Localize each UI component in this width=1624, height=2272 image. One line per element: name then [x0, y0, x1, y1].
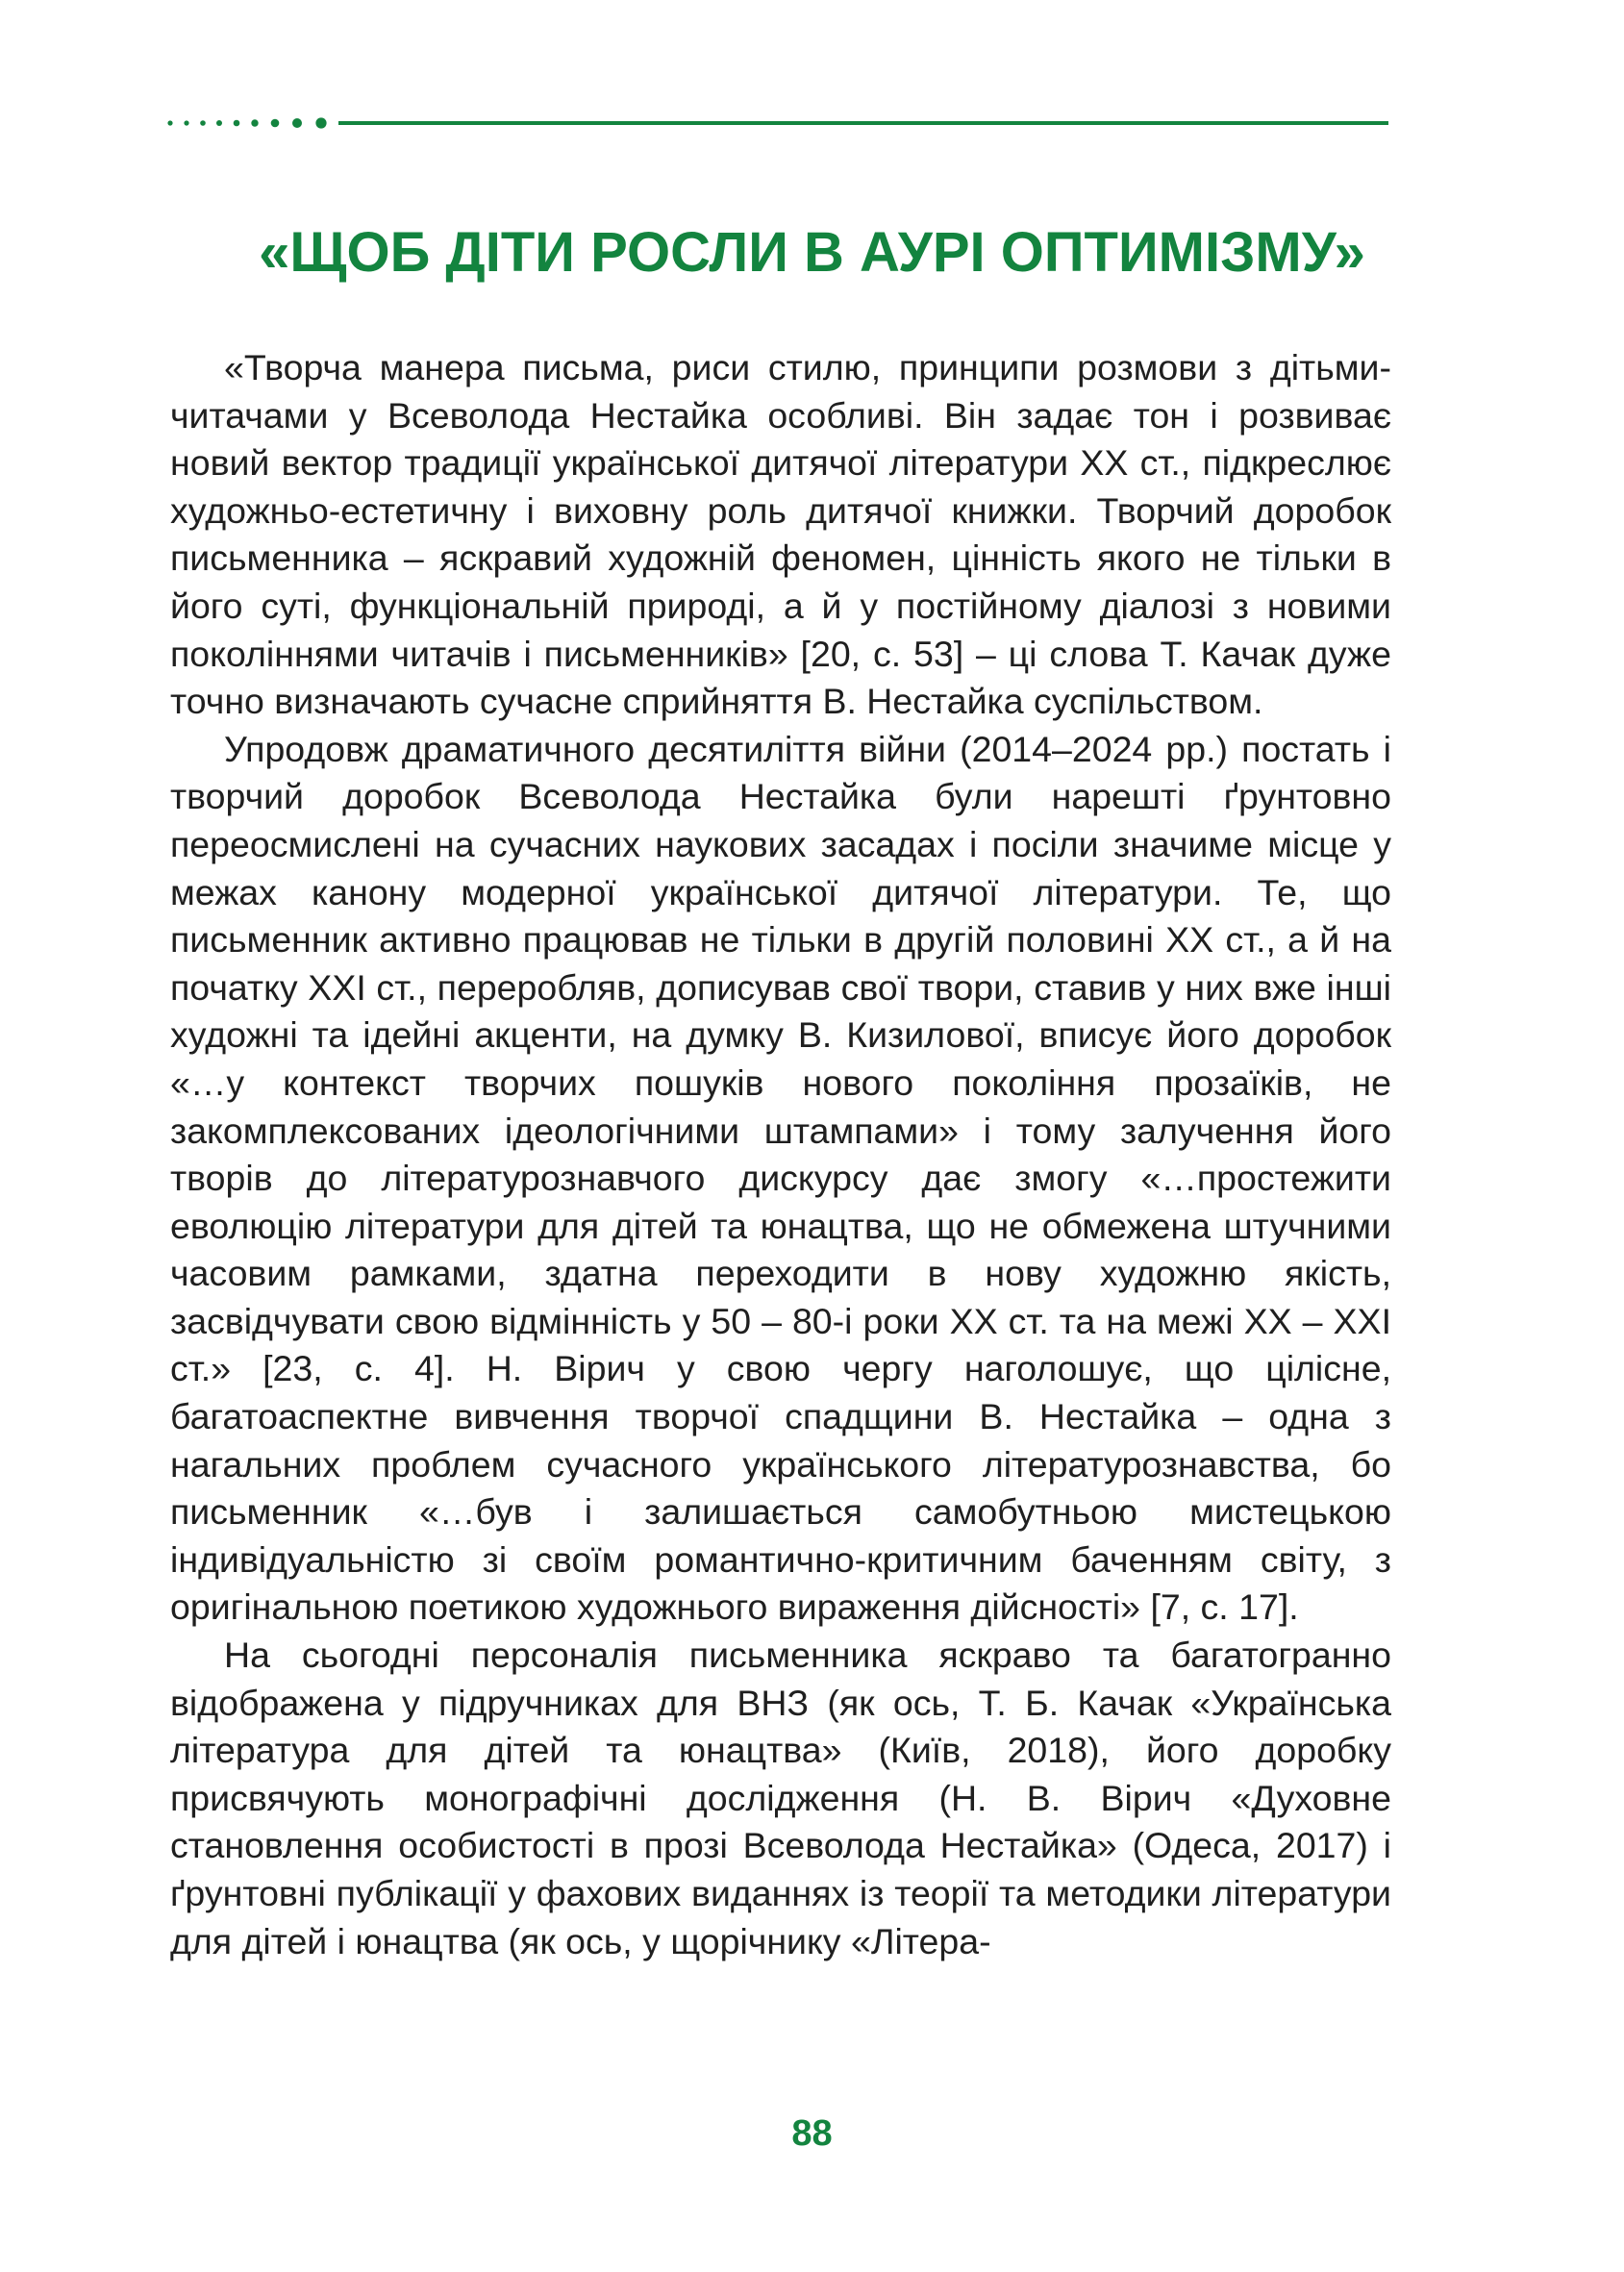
page-title: «ЩОБ ДІТИ РОСЛИ В АУРІ ОПТИМІЗМУ» [259, 221, 1365, 284]
paragraph-3: На сьогодні персоналія письменника яскраво та багатогранно відображена у підручниках для ВНЗ (як ось, Т. Б. Качак «Українська література для дітей та юнацтва» (Київ, 2018), його доробку присвячують монографічні дослідження (Н. В. Вірич «Духовне становлення особистості в прозі Всеволода Нестайка» (Одеса, 2017) і ґрунтовні публікації у фахових виданнях із теорії та методики літератури для дітей і юнацтва (як ось, у щорічнику «Літера- [170, 1635, 1391, 1961]
body-text [170, 344, 1391, 1965]
paragraph-2: Упродовж драматичного десятиліття війни (2014–2024 рр.) постать і творчий доробок Всеволода Нестайка були нарешті ґрунтовно переосмислені на сучасних наукових засадах і посіли значиме місце у межах канону модерної української дитячої літератури. Те, що письменник активно працював не тільки в другій половині XX ст., а й на початку XXI ст., переробляв, дописував свої твори, ставив у них вже інші художні та ідейні акценти, на думку В. Кизилової, вписує його доробок «…у контекст творчих пошуків нового покоління прозаїків, не закомплексованих ідеологічними штампами» і тому залучення його творів до літературознавчого дискурсу дає змогу «…простежити еволюцію літератури для дітей та юнацтва, що не обмежена штучними часовим рамками, здатна переходити в нову художню якість, засвідчувати свою відмінність у 50 – 80-і роки XX ст. та на межі XX – XXI ст.» [23, с. 4]. Н. Вірич у свою чергу наголошує, що цілісне, багатоаспектне вивчення творчої спадщини В. Нестайка – одна з нагальних проблем сучасного українського літературознавства, бо письменник «…був і залишається самобутньою мистецькою індивідуальністю зі своїм романтично-критичним баченням світу, з оригінальною поетикою художнього вираження дійсності» [7, с. 17]. [170, 728, 1391, 1628]
header-dotted-rule [167, 116, 1388, 130]
page-number: 88 [791, 2113, 833, 2154]
paragraph-1: «Творча манера письма, риси стилю, принципи розмови з дітьми-читачами у Всеволода Нестайка особливі. Він задає тон і розвиває новий вектор традиції української дитячої літератури XX ст., підкреслює художньо-естетичну і виховну роль дитячої книжки. Творчий доробок письменника – яскравий художній феномен, цінність якого не тільки в його суті, функціональній природі, а й у постійному діалозі з новими поколіннями читачів і письменників» [20, с. 53] – ці слова Т. Качак дуже точно визначають сучасне сприйняття В. Нестайка суспільством. [170, 347, 1391, 722]
